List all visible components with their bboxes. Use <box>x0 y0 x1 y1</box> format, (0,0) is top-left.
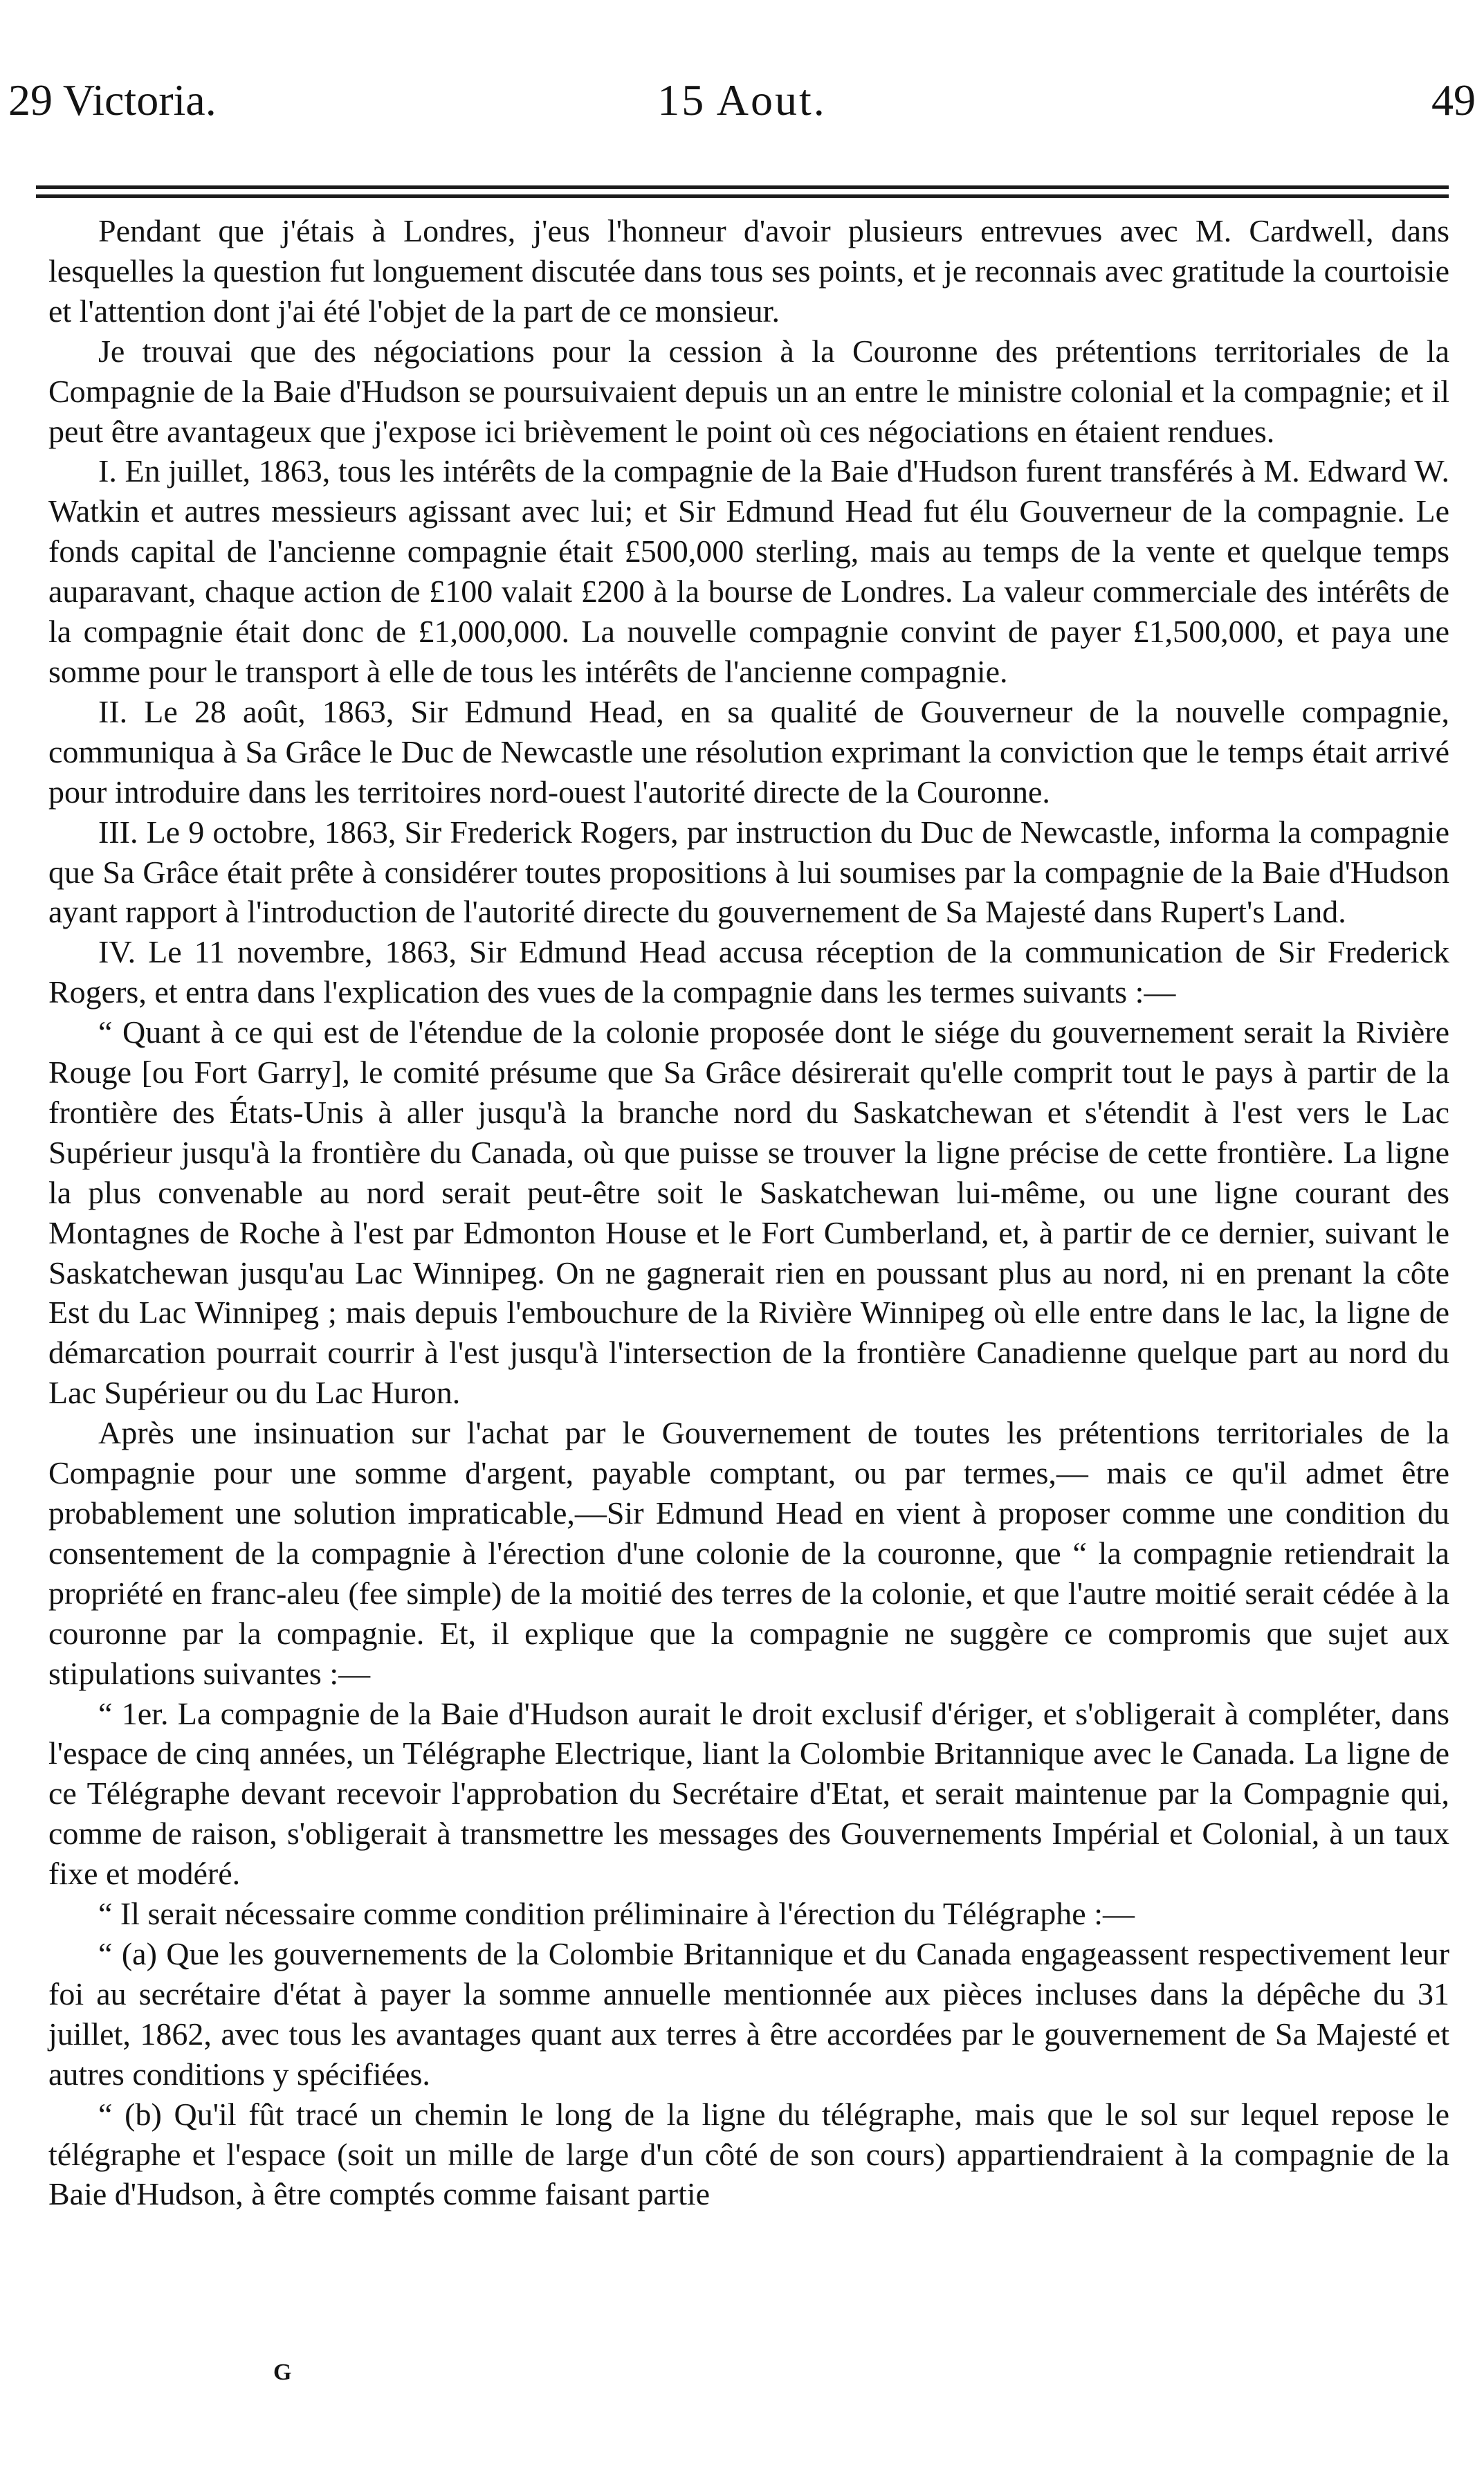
paragraph: “ (b) Qu'il fût tracé un chemin le long de la ligne du télégraphe, mais que le sol sur lequel repose le télégraphe et l'espace (soit un mille de large d'un côté de son cours) appartiendraient à la compagnie de la Baie d'Hudson, à être comptés comme faisant partie <box>48 2096 1449 2212</box>
paragraph: “ Quant à ce qui est de l'étendue de la colonie proposée dont le siége du gouvernement serait la Rivière Rouge [ou Fort Garry], le comité présume que Sa Grâce désirerait qu'elle comprit tout le pays à partir de la frontière des États-Unis à aller jusqu'à la branche nord du Saskatchewan et s'étendit à l'est vers le Lac Supérieur jusqu'à la frontière du Canada, où que puisse se trouver la ligne précise de cette frontière. La ligne la plus convenable au nord serait peut-être soit le Saskatchewan lui-même, ou une ligne courant des Montagnes de Roche à l'est par Edmonton House et le Fort Cumberland, et, à partir de ce dernier, suivant le Saskatchewan jusqu'au Lac Winnipeg. On ne gagnerait rien en poussant plus au nord, ni en prenant la côte Est du Lac Winnipeg ; mais depuis l'embouchure de la Rivière Winnipeg où elle entre dans le lac, la ligne de démarcation pourrait courrir à l'est jusqu'à l'intersection de la frontière Canadienne quelque part au nord du Lac Supérieur ou du Lac Huron. <box>48 1014 1449 1411</box>
page-number: 49 <box>1431 75 1476 125</box>
paragraph: “ (a) Que les gouvernements de la Colombie Britannique et du Canada engageassent respectivement leur foi au secrétaire d'état à payer la somme annuelle mentionnée aux pièces incluses dans la dépêche du 31 juillet, 1862, avec tous les avantages quant aux terres à être accordées par le gouvernement de Sa Majesté et autres conditions y spécifiées. <box>48 1935 1449 2092</box>
paragraph: “ Il serait nécessaire comme condition préliminaire à l'érection du Télégraphe :— <box>98 1896 1135 1932</box>
paragraph: I. En juillet, 1863, tous les intérêts de la compagnie de la Baie d'Hudson furent transférés à M. Edward W. Watkin et autres messieurs agissant avec lui; et Sir Edmund Head fut élu Gouverneur de la compagnie. Le fonds capital de l'ancienne compagnie était £500,000 sterling, mais au temps de la vente et quelque temps auparavant, chaque action de £100 valait £200 à la bourse de Londres. La valeur commerciale des intérêts de la compagnie était donc de £1,000,000. La nouvelle compagnie convint de payer £1,500,000, et paya une somme pour le transport à elle de tous les intérêts de l'ancienne compagnie. <box>48 453 1449 689</box>
paragraph: Je trouvai que des négociations pour la cession à la Couronne des prétentions territoriales de la Compagnie de la Baie d'Hudson se poursuivaient depuis un an entre le ministre colonial et la compagnie; et il peut être avantageux que j'expose ici brièvement le point où ces négociations en étaient rendues. <box>48 333 1449 449</box>
paragraph: Pendant que j'étais à Londres, j'eus l'honneur d'avoir plusieurs entrevues avec M. Cardwell, dans lesquelles la question fut longuement discutée dans tous ses points, et je reconnais avec gratitude la courtoisie et l'attention dont j'ai été l'objet de la part de ce monsieur. <box>48 213 1449 329</box>
header-rule-top <box>36 185 1449 189</box>
paragraph: II. Le 28 août, 1863, Sir Edmund Head, en sa qualité de Gouverneur de la nouvelle compagnie, communiqua à Sa Grâce le Duc de Newcastle une résolution exprimant la conviction que le temps était arrivé pour introduire dans les territoires nord-ouest l'autorité directe de la Couronne. <box>48 693 1449 810</box>
body-text <box>48 211 1449 2214</box>
paragraph: “ 1er. La compagnie de la Baie d'Hudson aurait le droit exclusif d'ériger, et s'obligerait à compléter, dans l'espace de cinq années, un Télégraphe Electrique, liant la Colombie Britannique avec le Canada. La ligne de ce Télégraphe devant recevoir l'approbation du Secrétaire d'Etat, et serait maintenue par la Compagnie qui, comme de raison, s'obligerait à transmettre les messages des Gouvernements Impérial et Colonial, à un taux fixe et modéré. <box>48 1695 1449 1892</box>
signature-mark: G <box>273 2360 292 2385</box>
paragraph: IV. Le 11 novembre, 1863, Sir Edmund Head accusa réception de la communication de Sir Frederick Rogers, et entra dans l'explication des vues de la compagnie dans les termes suivants :— <box>48 934 1449 1010</box>
paragraph: Après une insinuation sur l'achat par le Gouvernement de toutes les prétentions territoriales de la Compagnie pour une somme d'argent, payable comptant, ou par termes,— mais ce qu'il admet être probablement une solution impraticable,—Sir Edmund Head en vient à proposer comme une condition du consentement de la compagnie à l'érection d'une colonie de la couronne, que “ la compagnie retiendrait la propriété en franc-aleu (fee simple) de la moitié des terres de la colonie, et que l'autre moitié serait cédée à la couronne par la compagnie. Et, il explique que la compagnie ne suggère ce compromis que sujet aux stipulations suivantes :— <box>48 1415 1449 1691</box>
running-header <box>0 66 1484 135</box>
paragraph: III. Le 9 octobre, 1863, Sir Frederick Rogers, par instruction du Duc de Newcastle, informa la compagnie que Sa Grâce était prête à considérer toutes propositions à lui soumises par la compagnie de la Baie d'Hudson ayant rapport à l'introduction de l'autorité directe du gouvernement de Sa Majesté dans Rupert's Land. <box>48 814 1449 930</box>
header-statute-year: 29 Victoria. <box>8 75 217 125</box>
header-rule-bottom <box>36 194 1449 198</box>
header-date: 15 Aout. <box>657 75 827 125</box>
